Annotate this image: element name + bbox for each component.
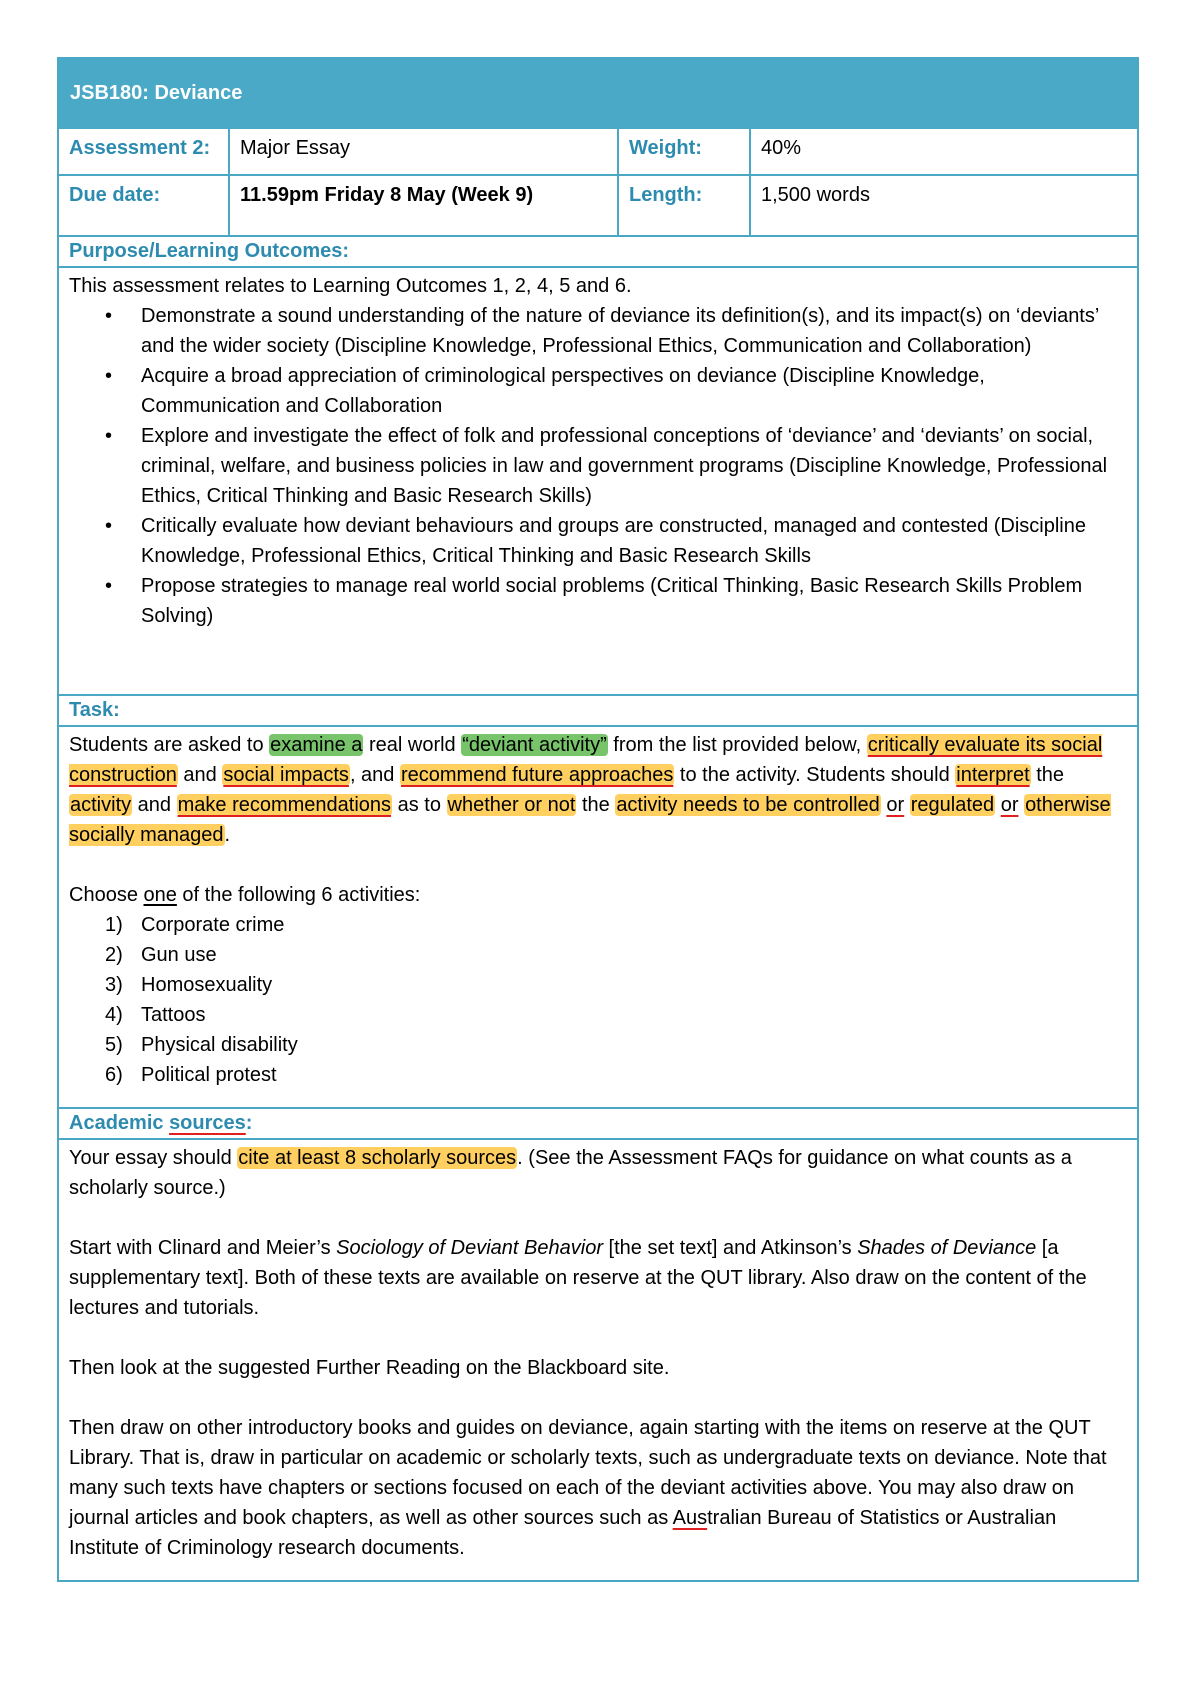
highlight-deviant-activity: “deviant activity” (462, 734, 607, 756)
purpose-intro: This assessment relates to Learning Outcomes 1, 2, 4, 5 and 6. (69, 275, 632, 297)
list-item: 2) Gun use (105, 944, 217, 966)
sources-paragraph-2: Start with Clinard and Meier’s Sociology of Deviant Behavior [the set text] and Atkinson’s Shades of Deviance [a supplementary text]. Both of these texts are available on reserve at the QUT library. Also draw on the content of the lectures and tutorials. (69, 1237, 1087, 1319)
list-item: • Explore and investigate the effect of folk and professional conceptions of ‘deviance’ and ‘deviants’ on social, criminal, welfare, and business policies in law and government programs (Discipline Knowledge, Professional Ethics, Critical Thinking and Basic Research Skills) (141, 421, 1127, 511)
due-value: 11.59pm Friday 8 May (Week 9) (228, 176, 617, 235)
task-description: Students are asked to examine a real world “deviant activity” from the list provided below, critically evaluate its social construction and social impacts, and recommend future approaches to the activity. Students should interpret the activity and make recommendations as to whether or not the activity needs to be controlled or regulated or otherwise socially managed. (69, 734, 1111, 846)
highlight-make-recommendations: make recommendations (177, 794, 392, 816)
highlight-cite-sources: cite at least 8 scholarly sources (238, 1147, 517, 1169)
highlight-social-impacts: social impacts (223, 764, 349, 786)
weight-label: Weight: (617, 129, 749, 174)
due-row (59, 176, 1137, 237)
length-label: Length: (617, 176, 749, 235)
course-title: JSB180: Deviance (70, 81, 243, 104)
task-heading: Task: (59, 696, 1137, 727)
highlight-activity-controlled: activity needs to be controlled (616, 794, 880, 816)
list-item: 4) Tattoos (105, 1004, 206, 1026)
list-item: • Acquire a broad appreciation of criminological perspectives on deviance (Discipline Knowledge, Communication and Collaboration (141, 361, 1127, 421)
highlight-critically-evaluate: critically evaluate its social construction (69, 734, 1103, 786)
length-value: 1,500 words (749, 176, 1137, 235)
list-item: 1) Corporate crime (105, 914, 285, 936)
purpose-heading: Purpose/Learning Outcomes: (59, 237, 1137, 268)
due-label: Due date: (69, 184, 161, 206)
activities-list (69, 910, 1127, 1090)
list-item: • Propose strategies to manage real world social problems (Critical Thinking, Basic Research Skills Problem Solving) (141, 571, 1127, 631)
sources-paragraph-3: Then look at the suggested Further Reading on the Blackboard site. (69, 1357, 670, 1379)
list-item: 6) Political protest (105, 1064, 277, 1086)
underline-or: or (886, 794, 905, 816)
list-item: • Critically evaluate how deviant behaviours and groups are constructed, managed and contested (Discipline Knowledge, Professional Ethics, Critical Thinking and Basic Research Skills (141, 511, 1127, 571)
purpose-body (59, 268, 1137, 696)
sources-heading: Academic sources: (59, 1109, 1137, 1140)
task-body (59, 727, 1137, 1109)
weight-value: 40% (749, 129, 1137, 174)
list-item: 5) Physical disability (105, 1034, 298, 1056)
sources-body (59, 1140, 1137, 1580)
highlight-whether-or-not: whether or not (447, 794, 576, 816)
assessment-label: Assessment 2: (69, 137, 211, 159)
choose-instruction: Choose one of the following 6 activities: (69, 884, 421, 906)
list-item: 3) Homosexuality (105, 974, 273, 996)
assessment-sheet (57, 57, 1139, 1582)
sources-paragraph-1: Your essay should cite at least 8 scholarly sources. (See the Assessment FAQs for guidance on what counts as a scholarly source.) (69, 1147, 1072, 1199)
course-title-bar (59, 59, 1137, 129)
list-item: • Demonstrate a sound understanding of the nature of deviance its definition(s), and its impact(s) on ‘deviants’ and the wider society (Discipline Knowledge, Professional Ethics, Communication and Collaboration) (141, 301, 1127, 361)
highlight-regulated: regulated (910, 794, 995, 816)
learning-outcomes-list (69, 301, 1127, 631)
assessment-value: Major Essay (228, 129, 617, 174)
assessment-row (59, 129, 1137, 176)
highlight-socially-managed: otherwise socially managed (69, 794, 1111, 846)
underline-or: or (1000, 794, 1019, 816)
highlight-interpret: interpret (956, 764, 1030, 786)
highlight-examine: examine a (270, 734, 363, 756)
highlight-recommend: recommend future approaches (400, 764, 674, 786)
sources-paragraph-4: Then draw on other introductory books and guides on deviance, again starting with the items on reserve at the QUT Library. That is, draw in particular on academic or scholarly texts, such as undergraduate texts on deviance. Note that many such texts have chapters or sections focused on each of the deviant activities above. You may also draw on journal articles and book chapters, as well as other sources such as Australian Bureau of Statistics or Australian Institute of Criminology research documents. (69, 1417, 1107, 1559)
highlight-activity: activity (70, 794, 132, 816)
